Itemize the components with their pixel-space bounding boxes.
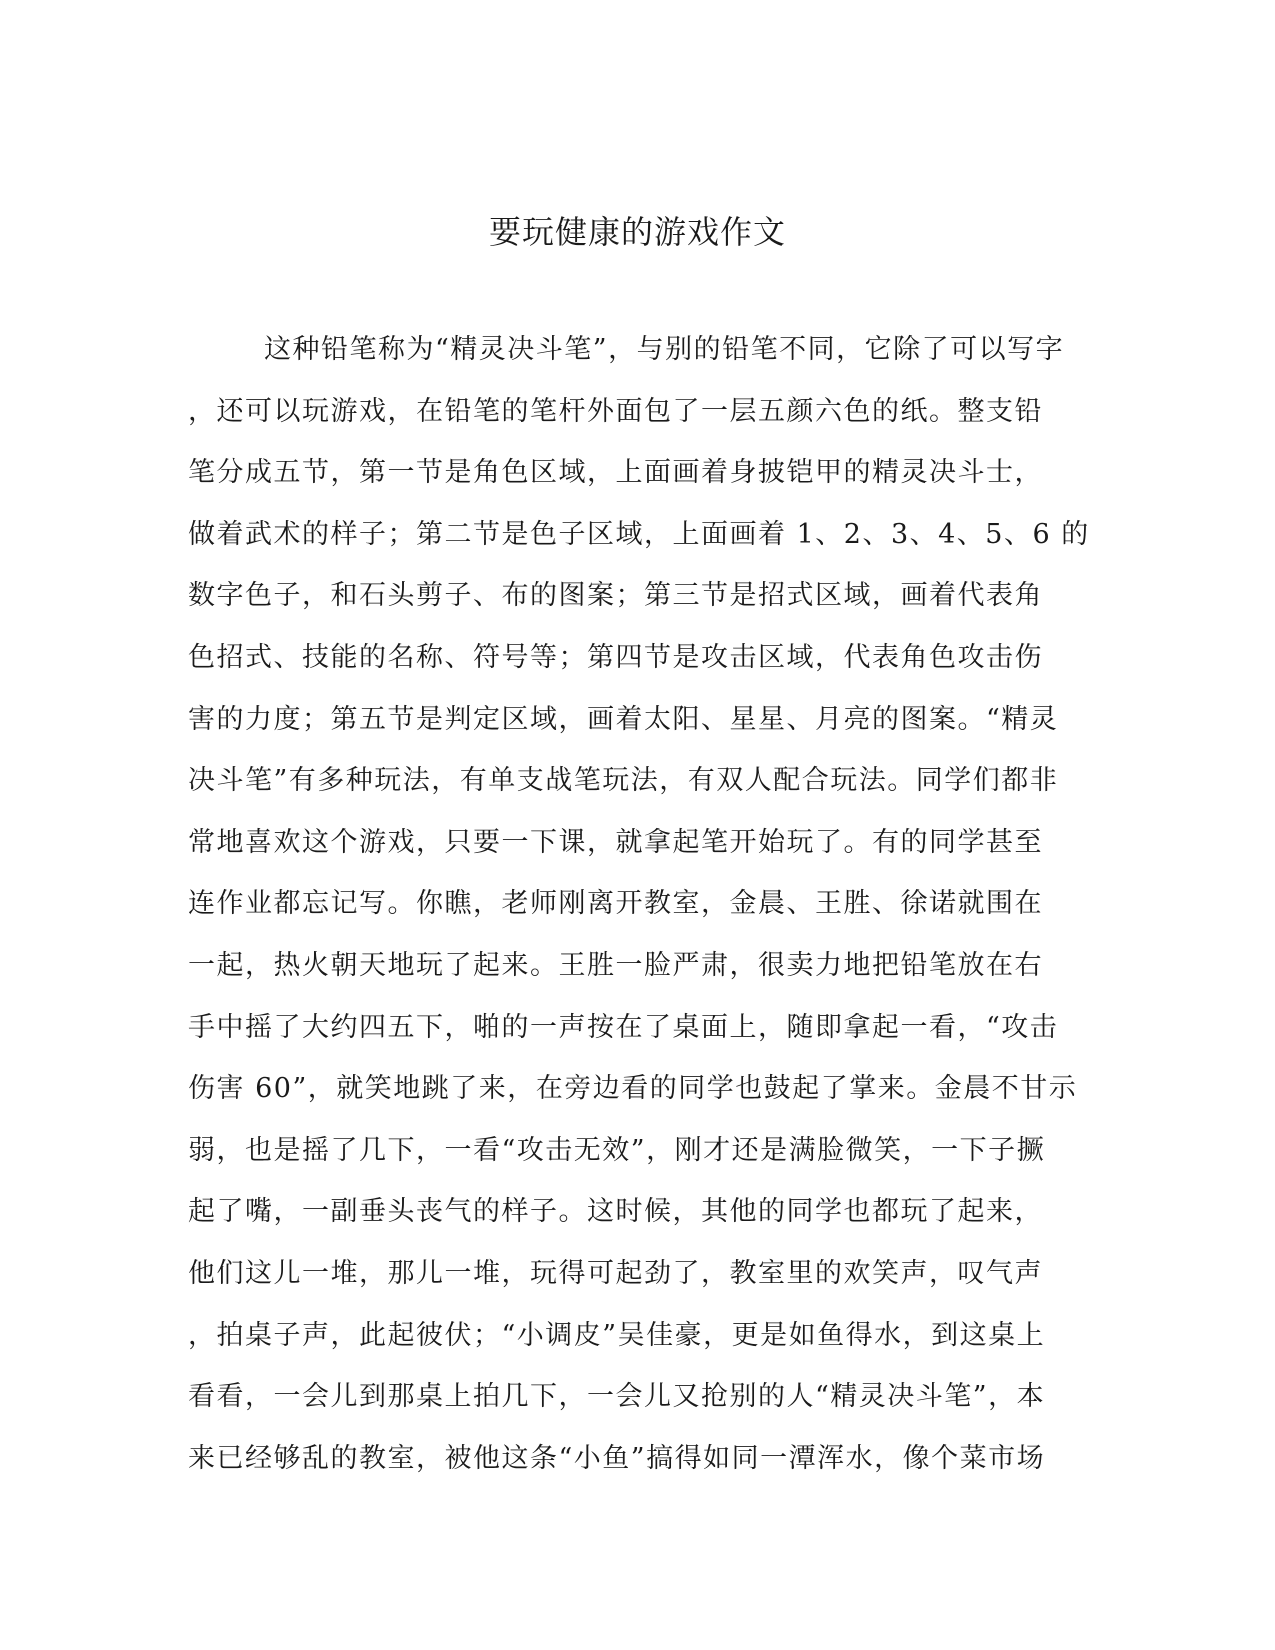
paragraph-line: 色招式、技能的名称、符号等；第四节是攻击区域，代表角色攻击伤 [188, 641, 1043, 673]
paragraph-line: 看看，一会儿到那桌上拍几下，一会儿又抢别的人“精灵决斗笔”，本 [188, 1381, 1046, 1413]
paragraph-line: 决斗笔”有多种玩法，有单支战笔玩法，有双人配合玩法。同学们都非 [188, 765, 1059, 797]
paragraph-line: ，还可以玩游戏，在铅笔的笔杆外面包了一层五颜六色的纸。整支铅 [188, 395, 1043, 427]
paragraph-line: 害的力度；第五节是判定区域，画着太阳、星星、月亮的图案。“精灵 [188, 703, 1059, 735]
document-title: 要玩健康的游戏作文 [488, 213, 786, 251]
paragraph-line: 伤害 60”，就笑地跳了来，在旁边看的同学也鼓起了掌来。金晨不甘示 [188, 1073, 1078, 1105]
paragraph-line: 来已经够乱的教室，被他这条“小鱼”搞得如同一潭浑水，像个菜市场 [188, 1442, 1046, 1474]
paragraph-line: ，拍桌子声，此起彼伏；“小调皮”吴佳豪，更是如鱼得水，到这桌上 [188, 1319, 1046, 1351]
paragraph-line: 弱，也是摇了几下，一看“攻击无效”，刚才还是满脸微笑，一下子撅 [188, 1134, 1046, 1166]
paragraph-line: 数字色子，和石头剪子、布的图案；第三节是招式区域，画着代表角 [188, 580, 1043, 612]
paragraph-line: 手中摇了大约四五下，啪的一声按在了桌面上，随即拿起一看，“攻击 [188, 1011, 1059, 1043]
paragraph-line: 起了嘴，一副垂头丧气的样子。这时候，其他的同学也都玩了起来， [188, 1196, 1043, 1228]
paragraph-line: 常地喜欢这个游戏，只要一下课，就拿起笔开始玩了。有的同学甚至 [188, 826, 1043, 858]
paragraph-line: 做着武术的样子；第二节是色子区域，上面画着 1、2、3、4、5、6 的 [188, 518, 1090, 550]
paragraph-line: 笔分成五节，第一节是角色区域，上面画着身披铠甲的精灵决斗士， [188, 457, 1043, 489]
paragraph-line: 一起，热火朝天地玩了起来。王胜一脸严肃，很卖力地把铅笔放在右 [188, 949, 1043, 981]
document-body [188, 330, 1088, 1500]
paragraph-line: 这种铅笔称为“精灵决斗笔”，与别的铅笔不同，它除了可以写字 [264, 334, 1065, 365]
paragraph-line: 他们这儿一堆，那儿一堆，玩得可起劲了，教室里的欢笑声，叹气声 [188, 1257, 1043, 1289]
paragraph-line: 连作业都忘记写。你瞧，老师刚离开教室，金晨、王胜、徐诺就围在 [188, 888, 1043, 920]
